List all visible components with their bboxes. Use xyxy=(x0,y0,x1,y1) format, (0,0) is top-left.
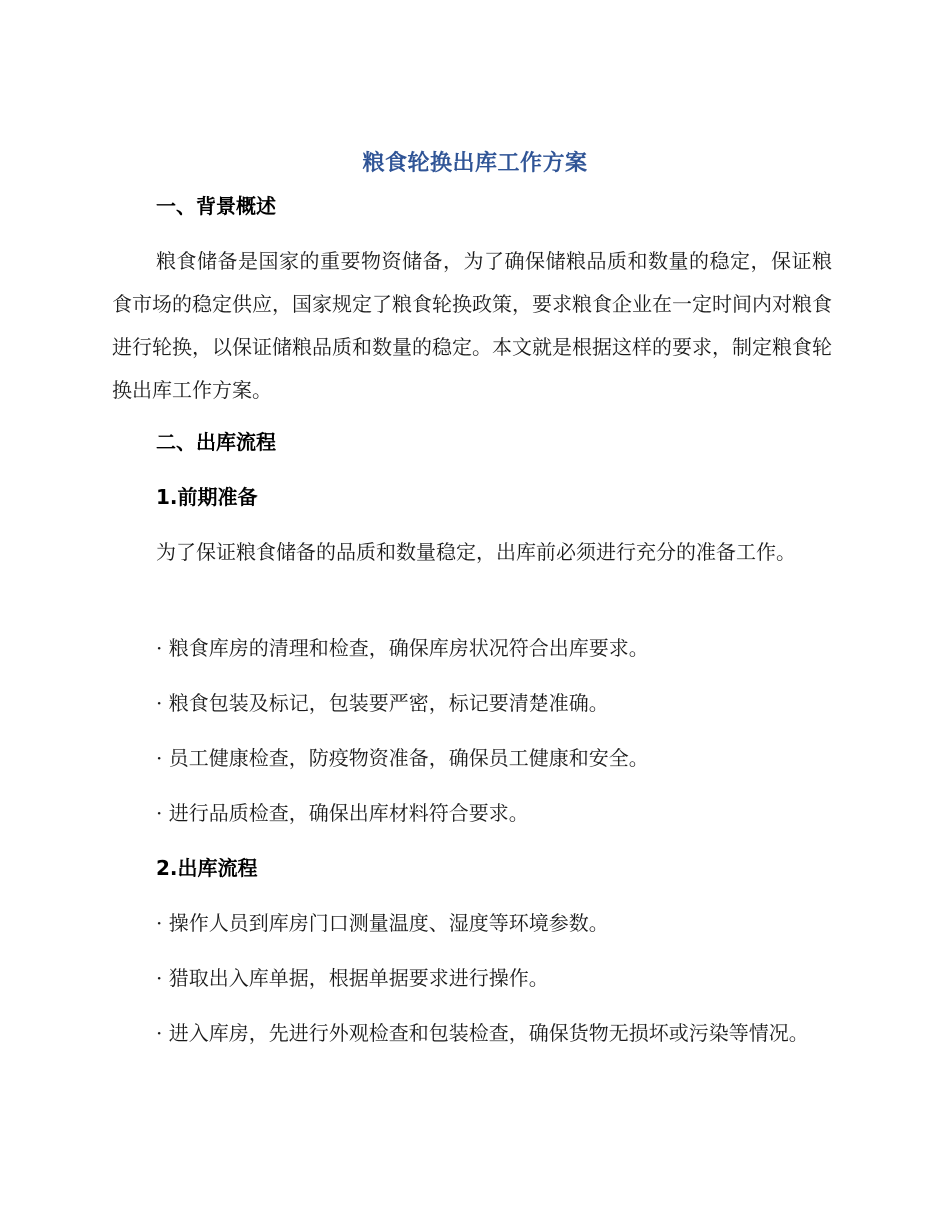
preparation-item: · 粮食库房的清理和检查，确保库房状况符合出库要求。 xyxy=(156,636,649,660)
section-heading-outbound-process: 二、出库流程 xyxy=(156,430,276,454)
background-paragraph: 粮食储备是国家的重要物资储备，为了确保储粮品质和数量的稳定，保证粮食市场的稳定供应，国家规定了粮食轮换政策，要求粮食企业在一定时间内对粮食进行轮换，以保证储粮品质和数量的稳定。本文就是根据这样的要求，制定粮食轮换出库工作方案。 xyxy=(112,249,832,402)
subheading-outbound-process: 2.出库流程 xyxy=(156,856,258,880)
preparation-paragraph: 为了保证粮食储备的品质和数量稳定，出库前必须进行充分的准备工作。 xyxy=(156,540,796,564)
process-item: · 进入库房，先进行外观检查和包装检查，确保货物无损坏或污染等情况。 xyxy=(156,1021,809,1045)
process-item: · 操作人员到库房门口测量温度、湿度等环境参数。 xyxy=(156,911,609,935)
subheading-preparation: 1.前期准备 xyxy=(156,485,258,509)
preparation-item: · 进行品质检查，确保出库材料符合要求。 xyxy=(156,801,529,825)
process-item: · 猎取出入库单据，根据单据要求进行操作。 xyxy=(156,966,549,990)
section-heading-background: 一、背景概述 xyxy=(156,194,276,218)
preparation-item: · 员工健康检查，防疫物资准备，确保员工健康和安全。 xyxy=(156,746,649,770)
preparation-item: · 粮食包装及标记，包装要严密，标记要清楚准确。 xyxy=(156,691,609,715)
document-title: 粮食轮换出库工作方案 xyxy=(362,151,588,176)
